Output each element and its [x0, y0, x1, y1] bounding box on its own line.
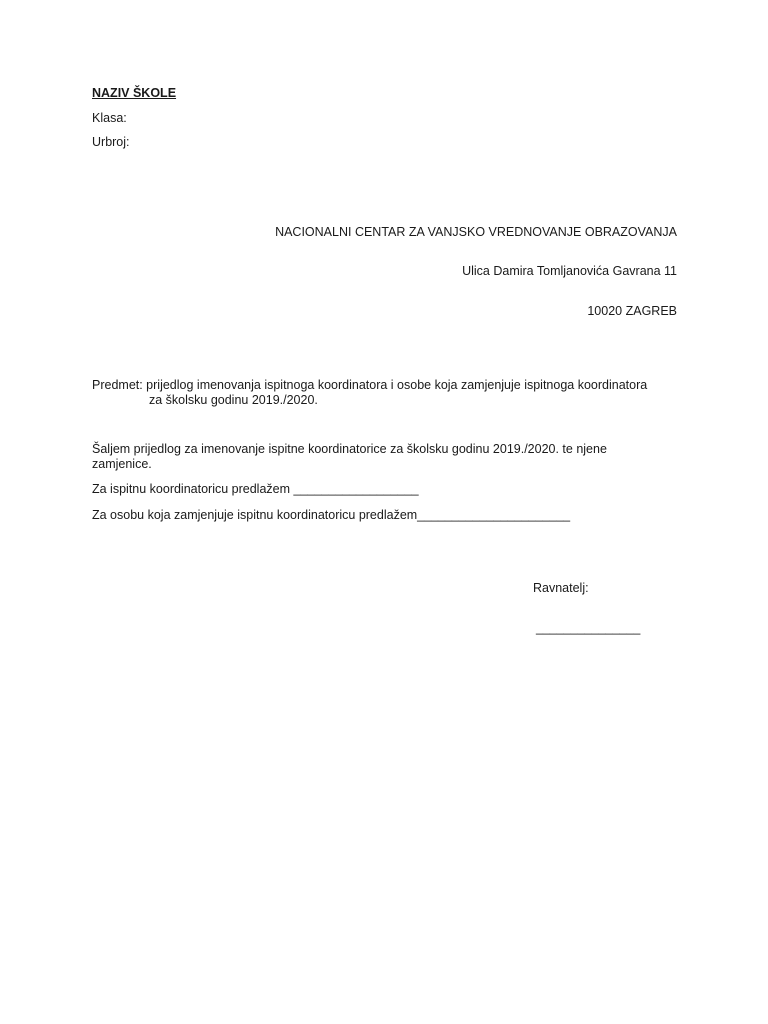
recipient-city: 10020 ZAGREB — [587, 304, 677, 318]
signature-line: _______________ — [536, 621, 641, 635]
urbroj-label: Urbroj: — [92, 135, 130, 149]
klasa-label: Klasa: — [92, 111, 127, 125]
signature-label: Ravnatelj: — [533, 581, 589, 595]
subject-line-continuation: za školsku godinu 2019./2020. — [149, 393, 318, 407]
recipient-street: Ulica Damira Tomljanovića Gavrana 11 — [462, 264, 677, 278]
coordinator-proposal-line: Za ispitnu koordinatoricu predlažem __________________ — [92, 482, 419, 496]
recipient-name: NACIONALNI CENTAR ZA VANJSKO VREDNOVANJE OBRAZOVANJA — [275, 225, 677, 239]
body-paragraph-line: zamjenice. — [92, 457, 152, 471]
school-name: NAZIV ŠKOLE — [92, 86, 177, 100]
subject-line: Predmet: prijedlog imenovanja ispitnoga koordinatora i osobe koja zamjenjuje ispitnoga koordinatora — [92, 378, 648, 392]
body-paragraph-line: Šaljem prijedlog za imenovanje ispitne koordinatorice za školsku godinu 2019./2020. te njene — [92, 442, 607, 456]
deputy-proposal-line: Za osobu koja zamjenjuje ispitnu koordinatoricu predlažem______________________ — [92, 508, 571, 522]
